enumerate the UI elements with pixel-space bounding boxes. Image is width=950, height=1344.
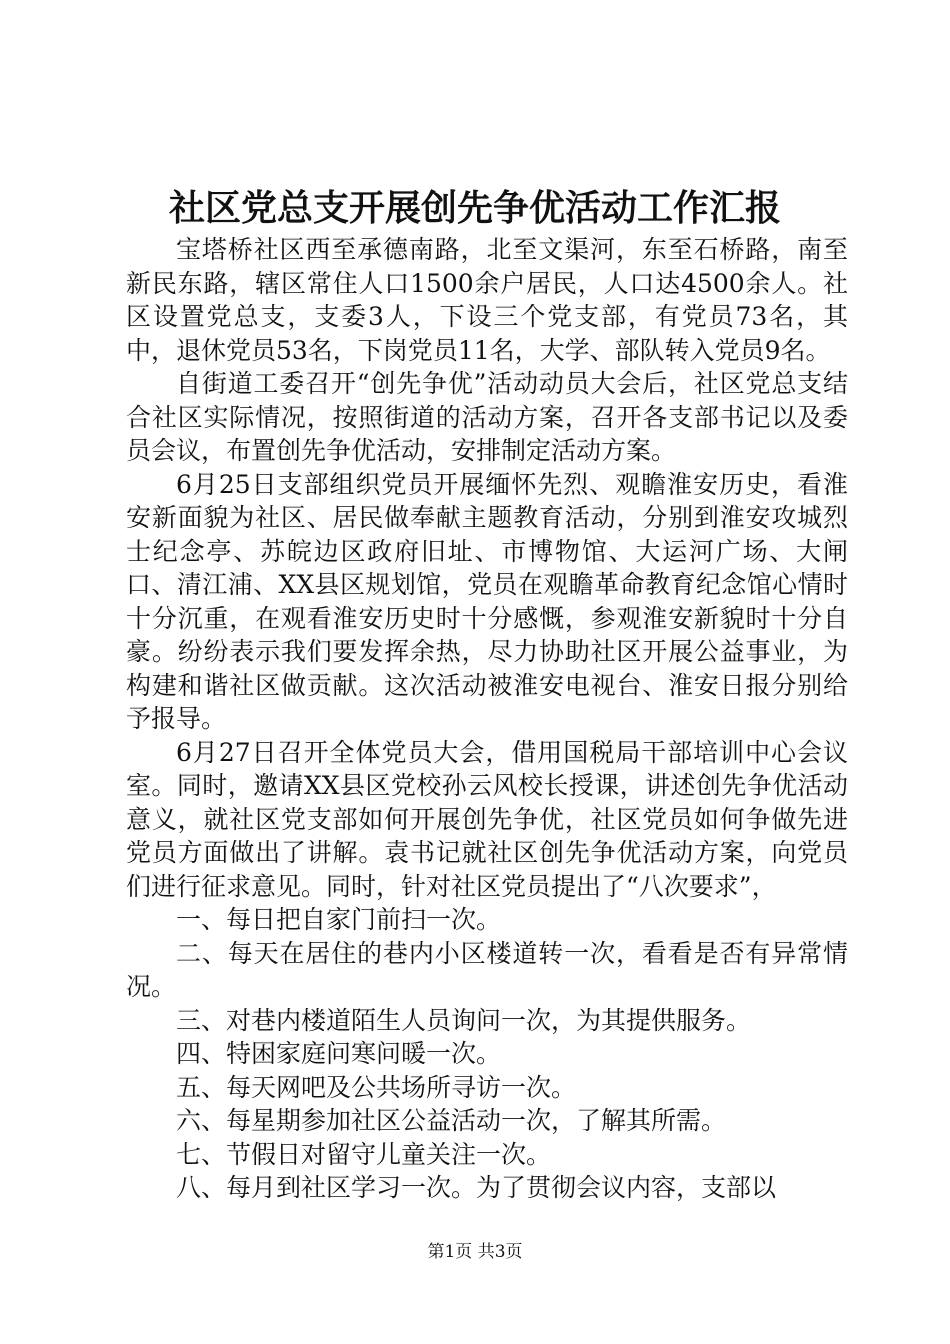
requirement-item: 五、每天网吧及公共场所寻访一次。: [176, 1072, 577, 1102]
document-body: [126, 233, 848, 1205]
requirement-item: 六、每星期参加社区公益活动一次，了解其所需。: [176, 1106, 727, 1135]
paragraph-june-25: 6月25日支部组织党员开展缅怀先烈、观瞻淮安历史，看淮安新面貌为社区、居民做奉献主题教育活动，分别到淮安攻城烈士纪念亭、苏皖边区政府旧址、市博物馆、大运河广场、大闸口、清江浦、XX县区规划馆，党员在观瞻革命教育纪念馆心情时十分沉重，在观看淮安历史时十分感慨，参观淮安新貌时十分自豪。纷纷表示我们要发挥余热，尽力协助社区开展公益事业，为构建和谐社区做贡献。这次活动被淮安电视台、淮安日报分别给予报导。: [126, 469, 848, 733]
requirement-item: 七、节假日对留守儿童关注一次。: [176, 1139, 552, 1169]
paragraph-mobilization: 自街道工委召开“创先争优”活动动员大会后，社区党总支结合社区实际情况，按照街道的活动方案，召开各支部书记以及委员会议，布置创先争优活动，安排制定活动方案。: [126, 369, 848, 465]
requirement-item: 八、每月到社区学习一次。为了贯彻会议内容，支部以: [176, 1173, 777, 1202]
paragraph-intro: 宝塔桥社区西至承德南路，北至文渠河，东至石桥路，南至新民东路，辖区常住人口1500余户居民，人口达4500余人。社区设置党总支，支委3人，下设三个党支部，有党员73名，其中，退休党员53名，下岗党员11名，大学、部队转入党员9名。: [126, 235, 848, 365]
page-number-footer: 第1页 共3页: [427, 1242, 523, 1262]
requirement-item: 三、对巷内楼道陌生人员询问一次，为其提供服务。: [176, 1005, 752, 1035]
document-title: 社区党总支开展创先争优活动工作汇报: [168, 187, 781, 229]
requirement-item: 一、每日把自家门前扫一次。: [176, 905, 502, 934]
paragraph-june-27: 6月27日召开全体党员大会，借用国税局干部培训中心会议室。同时，邀请XX县区党校孙云风校长授课，讲述创先争优活动意义，就社区党支部如何开展创先争优，社区党员如何争做先进党员方面做出了讲解。袁书记就社区创先争优活动方案，向党员们进行征求意见。同时，针对社区党员提出了“八次要求”，: [126, 737, 848, 901]
requirement-item: 四、特困家庭问寒问暖一次。: [176, 1039, 502, 1068]
requirement-item: 二、每天在居住的巷内小区楼道转一次，看看是否有异常情况。: [126, 938, 848, 1001]
